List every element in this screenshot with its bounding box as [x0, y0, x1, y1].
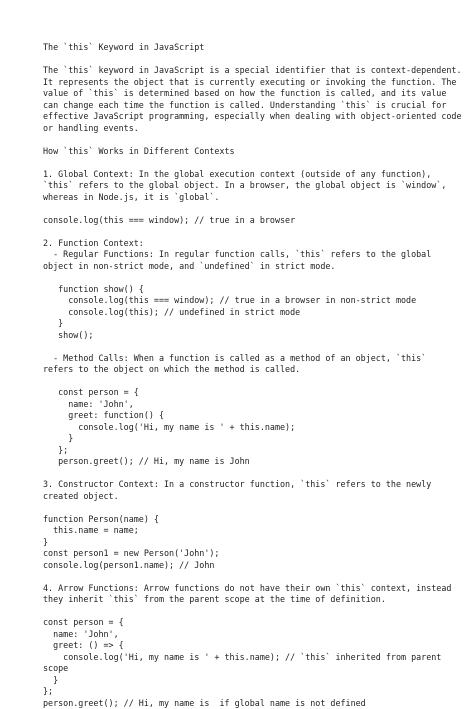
code-line: }: [43, 318, 443, 330]
code-line: console.log(person1.name); // John: [43, 560, 443, 572]
spacer: [43, 376, 443, 388]
code-line: function Person(name) {: [43, 514, 443, 526]
code-line: console.log(this); // undefined in strict mode: [43, 307, 443, 319]
section-heading: How `this` Works in Different Contexts: [43, 146, 443, 158]
spacer: [43, 272, 443, 284]
code-line: name: 'John',: [43, 399, 443, 411]
code-line: const person = {: [43, 387, 443, 399]
intro-line: or handling events.: [43, 123, 443, 135]
text-line: whereas in Node.js, it is `global`.: [43, 192, 443, 204]
code-line: console.log(this === window); // true in a browser: [43, 215, 443, 227]
code-line: const person1 = new Person('John');: [43, 548, 443, 560]
intro-paragraph: [43, 65, 443, 134]
spacer: [43, 134, 443, 146]
constructor-context-paragraph: [43, 479, 443, 502]
code-line: }: [43, 675, 443, 687]
text-line: 3. Constructor Context: In a constructor function, `this` refers to the newly: [43, 479, 443, 491]
code-line: }: [43, 537, 443, 549]
global-context-code: [43, 215, 443, 227]
method-calls-code: [43, 387, 443, 468]
text-line: created object.: [43, 491, 443, 503]
spacer: [43, 468, 443, 480]
text-line: object in non-strict mode, and `undefined` in strict mode.: [43, 261, 443, 273]
code-line: person.greet(); // Hi, my name is if global name is not defined: [43, 698, 443, 709]
code-line: show();: [43, 330, 443, 342]
text-line: 4. Arrow Functions: Arrow functions do not have their own `this` context, instead: [43, 583, 443, 595]
spacer: [43, 226, 443, 238]
spacer: [43, 571, 443, 583]
spacer: [43, 157, 443, 169]
text-line: they inherit `this` from the parent scope at the time of definition.: [43, 594, 443, 606]
spacer: [43, 502, 443, 514]
intro-line: The `this` keyword in JavaScript is a special identifier that is context-dependent.: [43, 65, 443, 77]
code-line: console.log('Hi, my name is ' + this.name); // `this` inherited from parent: [43, 652, 443, 664]
spacer: [43, 606, 443, 618]
code-line: person.greet(); // Hi, my name is John: [43, 456, 443, 468]
arrow-functions-code: [43, 617, 443, 709]
regular-functions-paragraph: [43, 249, 443, 272]
intro-line: value of `this` is determined based on how the function is called, and its value: [43, 88, 443, 100]
spacer: [43, 203, 443, 215]
code-line: function show() {: [43, 284, 443, 296]
code-line: }: [43, 433, 443, 445]
code-line: this.name = name;: [43, 525, 443, 537]
intro-line: effective JavaScript programming, especially when dealing with object-oriented code: [43, 111, 443, 123]
code-line: };: [43, 686, 443, 698]
text-line: refers to the object on which the method is called.: [43, 364, 443, 376]
text-line: - Regular Functions: In regular function calls, `this` refers to the global: [43, 249, 443, 261]
code-line: console.log('Hi, my name is ' + this.name);: [43, 422, 443, 434]
code-line: greet: () => {: [43, 640, 443, 652]
code-line: const person = {: [43, 617, 443, 629]
text-line: 1. Global Context: In the global execution context (outside of any function),: [43, 169, 443, 181]
code-line: scope: [43, 663, 443, 675]
method-calls-paragraph: [43, 353, 443, 376]
code-line: greet: function() {: [43, 410, 443, 422]
document-title: The `this` Keyword in JavaScript: [43, 42, 443, 54]
arrow-functions-paragraph: [43, 583, 443, 606]
global-context-paragraph: [43, 169, 443, 204]
document-page: [43, 42, 443, 709]
code-line: console.log(this === window); // true in a browser in non-strict mode: [43, 295, 443, 307]
constructor-context-code: [43, 514, 443, 572]
regular-functions-code: [43, 284, 443, 342]
intro-line: can change each time the function is called. Understanding `this` is crucial for: [43, 100, 443, 112]
intro-line: It represents the object that is currently executing or invoking the function. The: [43, 77, 443, 89]
function-context-heading: 2. Function Context:: [43, 238, 443, 250]
code-line: name: 'John',: [43, 629, 443, 641]
spacer: [43, 341, 443, 353]
code-line: };: [43, 445, 443, 457]
text-line: - Method Calls: When a function is called as a method of an object, `this`: [43, 353, 443, 365]
spacer: [43, 54, 443, 66]
text-line: `this` refers to the global object. In a browser, the global object is `window`,: [43, 180, 443, 192]
